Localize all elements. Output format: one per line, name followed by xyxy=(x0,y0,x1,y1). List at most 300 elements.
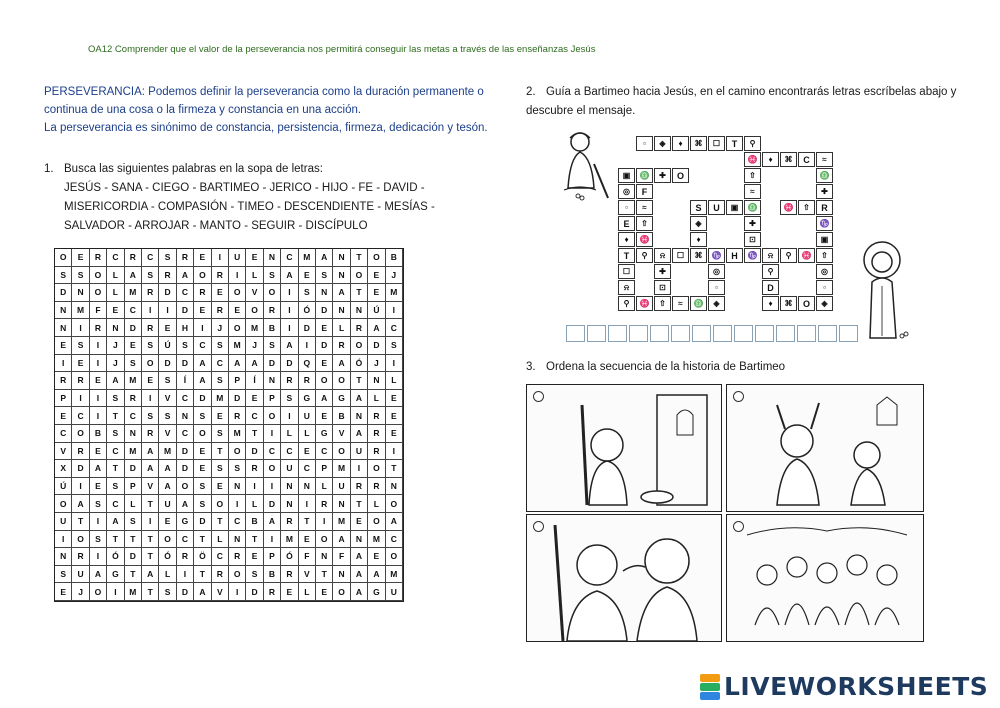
letter-cell[interactable]: R xyxy=(368,478,385,496)
letter-cell[interactable]: O xyxy=(55,249,72,267)
letter-cell[interactable]: O xyxy=(90,267,107,285)
letter-cell[interactable]: I xyxy=(386,443,403,461)
letter-cell[interactable]: T xyxy=(246,425,263,443)
letter-cell[interactable]: R xyxy=(229,548,246,566)
letter-cell[interactable]: S xyxy=(142,407,159,425)
answer-letter-box[interactable] xyxy=(650,325,669,342)
letter-cell[interactable]: C xyxy=(246,407,263,425)
letter-cell[interactable]: B xyxy=(333,407,350,425)
letter-cell[interactable]: N xyxy=(55,319,72,337)
letter-cell[interactable]: D xyxy=(194,513,211,531)
letter-cell[interactable]: M xyxy=(212,390,229,408)
letter-cell[interactable]: E xyxy=(316,355,333,373)
letter-cell[interactable]: N xyxy=(333,249,350,267)
letter-cell[interactable]: A xyxy=(90,460,107,478)
letter-cell[interactable]: O xyxy=(386,495,403,513)
letter-cell[interactable]: A xyxy=(333,531,350,549)
letter-cell[interactable]: R xyxy=(264,583,281,601)
letter-cell[interactable]: I xyxy=(299,495,316,513)
letter-cell[interactable]: O xyxy=(368,513,385,531)
letter-cell[interactable]: T xyxy=(194,531,211,549)
letter-cell[interactable]: O xyxy=(264,460,281,478)
letter-cell[interactable]: R xyxy=(90,319,107,337)
letter-cell[interactable]: I xyxy=(177,566,194,584)
letter-cell[interactable]: E xyxy=(72,355,89,373)
word-search-puzzle[interactable] xyxy=(54,248,404,602)
letter-cell[interactable]: A xyxy=(90,566,107,584)
letter-cell[interactable]: G xyxy=(316,425,333,443)
letter-cell[interactable]: D xyxy=(177,443,194,461)
letter-cell[interactable]: G xyxy=(299,390,316,408)
letter-cell[interactable]: M xyxy=(386,284,403,302)
letter-cell[interactable]: R xyxy=(72,548,89,566)
letter-cell[interactable]: S xyxy=(55,267,72,285)
letter-cell[interactable]: C xyxy=(107,249,124,267)
letter-cell[interactable]: N xyxy=(281,495,298,513)
letter-cell[interactable]: O xyxy=(194,425,211,443)
letter-cell[interactable]: T xyxy=(351,495,368,513)
letter-cell[interactable]: A xyxy=(107,372,124,390)
letter-cell[interactable]: J xyxy=(368,355,385,373)
letter-cell[interactable]: S xyxy=(299,284,316,302)
letter-cell[interactable]: L xyxy=(333,319,350,337)
letter-cell[interactable]: E xyxy=(55,337,72,355)
letter-cell[interactable]: R xyxy=(125,249,142,267)
letter-cell[interactable]: U xyxy=(333,478,350,496)
letter-cell[interactable]: A xyxy=(194,372,211,390)
letter-cell[interactable]: M xyxy=(159,443,176,461)
letter-cell[interactable]: S xyxy=(229,460,246,478)
letter-cell[interactable]: O xyxy=(264,284,281,302)
letter-cell[interactable]: C xyxy=(316,443,333,461)
letter-cell[interactable]: J xyxy=(386,267,403,285)
letter-cell[interactable]: T xyxy=(212,513,229,531)
letter-cell[interactable]: E xyxy=(246,548,263,566)
letter-cell[interactable]: S xyxy=(159,372,176,390)
letter-cell[interactable]: T xyxy=(125,566,142,584)
letter-cell[interactable]: T xyxy=(194,566,211,584)
letter-cell[interactable]: S xyxy=(316,267,333,285)
letter-cell[interactable]: T xyxy=(125,531,142,549)
letter-cell[interactable]: S xyxy=(194,478,211,496)
letter-cell[interactable]: S xyxy=(194,407,211,425)
letter-cell[interactable]: I xyxy=(90,513,107,531)
letter-cell[interactable]: A xyxy=(159,478,176,496)
letter-cell[interactable]: R xyxy=(212,302,229,320)
letter-cell[interactable]: R xyxy=(281,513,298,531)
letter-cell[interactable]: E xyxy=(368,267,385,285)
letter-cell[interactable]: Ó xyxy=(159,548,176,566)
letter-cell[interactable]: S xyxy=(246,566,263,584)
answer-letter-box[interactable] xyxy=(713,325,732,342)
answer-boxes[interactable] xyxy=(566,325,860,342)
letter-cell[interactable]: A xyxy=(316,390,333,408)
path-maze[interactable] xyxy=(560,134,870,339)
letter-cell[interactable]: A xyxy=(142,443,159,461)
letter-cell[interactable]: E xyxy=(72,249,89,267)
letter-cell[interactable]: A xyxy=(333,284,350,302)
letter-cell[interactable]: R xyxy=(264,302,281,320)
letter-cell[interactable]: A xyxy=(159,460,176,478)
story-panel-4[interactable] xyxy=(726,514,924,642)
story-panel-2[interactable] xyxy=(726,384,924,512)
letter-cell[interactable]: M xyxy=(368,531,385,549)
letter-cell[interactable]: R xyxy=(177,249,194,267)
letter-cell[interactable]: J xyxy=(246,337,263,355)
order-marker[interactable] xyxy=(533,521,544,532)
letter-cell[interactable]: T xyxy=(351,249,368,267)
letter-cell[interactable]: I xyxy=(55,355,72,373)
letter-cell[interactable]: N xyxy=(316,284,333,302)
letter-cell[interactable]: I xyxy=(159,302,176,320)
letter-cell[interactable]: I xyxy=(386,355,403,373)
letter-cell[interactable]: L xyxy=(246,495,263,513)
letter-cell[interactable]: O xyxy=(229,284,246,302)
letter-cell[interactable]: E xyxy=(229,302,246,320)
letter-cell[interactable]: C xyxy=(264,443,281,461)
letter-cell[interactable]: C xyxy=(281,249,298,267)
letter-cell[interactable]: M xyxy=(125,583,142,601)
letter-cell[interactable]: V xyxy=(333,425,350,443)
answer-letter-box[interactable] xyxy=(839,325,858,342)
letter-cell[interactable]: D xyxy=(229,390,246,408)
letter-cell[interactable]: C xyxy=(212,548,229,566)
letter-cell[interactable]: C xyxy=(107,495,124,513)
letter-cell[interactable]: B xyxy=(264,319,281,337)
letter-cell[interactable]: Ó xyxy=(351,355,368,373)
letter-cell[interactable]: S xyxy=(90,531,107,549)
letter-cell[interactable]: R xyxy=(212,566,229,584)
letter-cell[interactable]: N xyxy=(281,478,298,496)
letter-cell[interactable]: A xyxy=(125,267,142,285)
letter-cell[interactable]: R xyxy=(229,407,246,425)
letter-cell[interactable]: V xyxy=(246,284,263,302)
letter-cell[interactable]: M xyxy=(125,372,142,390)
answer-letter-box[interactable] xyxy=(776,325,795,342)
letter-cell[interactable]: A xyxy=(142,460,159,478)
letter-cell[interactable]: A xyxy=(281,337,298,355)
letter-cell[interactable]: Ú xyxy=(159,337,176,355)
letter-cell[interactable]: A xyxy=(351,390,368,408)
letter-cell[interactable]: N xyxy=(351,531,368,549)
letter-cell[interactable]: A xyxy=(264,513,281,531)
letter-cell[interactable]: E xyxy=(351,513,368,531)
letter-cell[interactable]: R xyxy=(299,372,316,390)
letter-cell[interactable]: I xyxy=(229,583,246,601)
letter-cell[interactable]: I xyxy=(386,302,403,320)
letter-cell[interactable]: U xyxy=(299,407,316,425)
letter-cell[interactable]: I xyxy=(194,319,211,337)
answer-letter-box[interactable] xyxy=(566,325,585,342)
letter-cell[interactable]: L xyxy=(212,531,229,549)
letter-cell[interactable]: R xyxy=(142,284,159,302)
letter-cell[interactable]: A xyxy=(351,425,368,443)
letter-cell[interactable]: T xyxy=(351,284,368,302)
letter-cell[interactable]: N xyxy=(107,319,124,337)
letter-cell[interactable]: D xyxy=(72,460,89,478)
letter-cell[interactable]: O xyxy=(212,495,229,513)
letter-cell[interactable]: E xyxy=(316,407,333,425)
letter-cell[interactable]: M xyxy=(281,531,298,549)
letter-cell[interactable]: C xyxy=(142,249,159,267)
letter-cell[interactable]: O xyxy=(333,443,350,461)
answer-letter-box[interactable] xyxy=(587,325,606,342)
letter-cell[interactable]: C xyxy=(177,531,194,549)
letter-cell[interactable]: L xyxy=(246,267,263,285)
letter-cell[interactable]: D xyxy=(125,319,142,337)
letter-cell[interactable]: O xyxy=(368,460,385,478)
letter-cell[interactable]: B xyxy=(386,249,403,267)
letter-cell[interactable]: P xyxy=(229,372,246,390)
letter-cell[interactable]: I xyxy=(264,425,281,443)
letter-cell[interactable]: M xyxy=(72,302,89,320)
letter-cell[interactable]: E xyxy=(246,249,263,267)
letter-cell[interactable]: P xyxy=(55,390,72,408)
letter-cell[interactable]: I xyxy=(316,513,333,531)
letter-cell[interactable]: D xyxy=(316,302,333,320)
letter-cell[interactable]: I xyxy=(90,337,107,355)
letter-cell[interactable]: O xyxy=(368,249,385,267)
letter-cell[interactable]: D xyxy=(264,355,281,373)
order-marker[interactable] xyxy=(733,521,744,532)
answer-letter-box[interactable] xyxy=(818,325,837,342)
letter-cell[interactable]: S xyxy=(212,460,229,478)
letter-cell[interactable]: S xyxy=(194,495,211,513)
letter-cell[interactable]: N xyxy=(299,478,316,496)
letter-cell[interactable]: I xyxy=(212,249,229,267)
letter-cell[interactable]: P xyxy=(125,478,142,496)
letter-cell[interactable]: I xyxy=(281,284,298,302)
letter-cell[interactable]: D xyxy=(159,355,176,373)
letter-cell[interactable]: S xyxy=(72,267,89,285)
letter-cell[interactable]: F xyxy=(90,302,107,320)
letter-cell[interactable]: N xyxy=(229,478,246,496)
letter-cell[interactable]: O xyxy=(229,443,246,461)
letter-cell[interactable]: U xyxy=(386,583,403,601)
letter-cell[interactable]: E xyxy=(299,531,316,549)
letter-cell[interactable]: E xyxy=(90,443,107,461)
letter-cell[interactable]: P xyxy=(316,460,333,478)
letter-cell[interactable]: V xyxy=(159,390,176,408)
letter-cell[interactable]: A xyxy=(107,513,124,531)
story-panel-1[interactable] xyxy=(526,384,722,512)
letter-cell[interactable]: U xyxy=(72,566,89,584)
letter-cell[interactable]: E xyxy=(368,284,385,302)
letter-cell[interactable]: N xyxy=(229,531,246,549)
letter-cell[interactable]: S xyxy=(90,495,107,513)
letter-cell[interactable]: D xyxy=(159,284,176,302)
letter-cell[interactable]: E xyxy=(368,548,385,566)
letter-cell[interactable]: G xyxy=(368,583,385,601)
letter-cell[interactable]: R xyxy=(55,372,72,390)
letter-cell[interactable]: I xyxy=(90,355,107,373)
letter-cell[interactable]: Q xyxy=(299,355,316,373)
letter-cell[interactable]: T xyxy=(351,372,368,390)
letter-cell[interactable]: Ó xyxy=(299,302,316,320)
letter-cell[interactable]: D xyxy=(281,355,298,373)
letter-cell[interactable]: T xyxy=(246,531,263,549)
letter-cell[interactable]: E xyxy=(194,460,211,478)
letter-cell[interactable]: E xyxy=(194,249,211,267)
letter-cell[interactable]: D xyxy=(177,583,194,601)
letter-cell[interactable]: R xyxy=(72,372,89,390)
letter-cell[interactable]: E xyxy=(194,302,211,320)
letter-cell[interactable]: R xyxy=(72,443,89,461)
letter-cell[interactable]: C xyxy=(125,302,142,320)
letter-cell[interactable]: D xyxy=(177,355,194,373)
letter-cell[interactable]: S xyxy=(212,337,229,355)
letter-cell[interactable]: O xyxy=(90,284,107,302)
letter-cell[interactable]: N xyxy=(333,566,350,584)
letter-cell[interactable]: L xyxy=(107,284,124,302)
letter-cell[interactable]: C xyxy=(177,390,194,408)
letter-cell[interactable]: I xyxy=(281,302,298,320)
letter-cell[interactable]: N xyxy=(55,548,72,566)
letter-cell[interactable]: A xyxy=(246,355,263,373)
letter-cell[interactable]: A xyxy=(386,513,403,531)
letter-cell[interactable]: O xyxy=(316,531,333,549)
letter-cell[interactable]: A xyxy=(194,583,211,601)
story-panel-3[interactable] xyxy=(526,514,722,642)
letter-cell[interactable]: V xyxy=(55,443,72,461)
letter-cell[interactable]: M xyxy=(333,513,350,531)
letter-cell[interactable]: E xyxy=(299,267,316,285)
letter-cell[interactable]: E xyxy=(159,319,176,337)
letter-cell[interactable]: M xyxy=(125,443,142,461)
letter-cell[interactable]: O xyxy=(90,583,107,601)
letter-cell[interactable]: I xyxy=(351,460,368,478)
letter-cell[interactable]: T xyxy=(386,460,403,478)
letter-cell[interactable]: E xyxy=(246,390,263,408)
letter-cell[interactable]: N xyxy=(333,267,350,285)
letter-cell[interactable]: C xyxy=(177,284,194,302)
letter-cell[interactable]: T xyxy=(316,566,333,584)
letter-cell[interactable]: R xyxy=(159,267,176,285)
letter-cell[interactable]: Í xyxy=(177,372,194,390)
letter-cell[interactable]: M xyxy=(125,284,142,302)
letter-cell[interactable]: S xyxy=(159,407,176,425)
letter-cell[interactable]: T xyxy=(212,443,229,461)
letter-cell[interactable]: A xyxy=(229,355,246,373)
letter-cell[interactable]: L xyxy=(368,495,385,513)
letter-cell[interactable]: A xyxy=(351,583,368,601)
letter-cell[interactable]: R xyxy=(125,390,142,408)
letter-cell[interactable]: S xyxy=(72,337,89,355)
answer-letter-box[interactable] xyxy=(734,325,753,342)
letter-cell[interactable]: R xyxy=(90,249,107,267)
letter-cell[interactable]: S xyxy=(212,372,229,390)
letter-cell[interactable]: D xyxy=(55,284,72,302)
letter-cell[interactable]: E xyxy=(107,302,124,320)
letter-cell[interactable]: O xyxy=(55,495,72,513)
letter-cell[interactable]: O xyxy=(386,548,403,566)
letter-cell[interactable]: U xyxy=(281,460,298,478)
letter-cell[interactable]: S xyxy=(212,425,229,443)
letter-cell[interactable]: I xyxy=(142,302,159,320)
letter-cell[interactable]: I xyxy=(90,407,107,425)
letter-cell[interactable]: L xyxy=(368,390,385,408)
letter-cell[interactable]: S xyxy=(159,583,176,601)
letter-cell[interactable]: L xyxy=(125,495,142,513)
letter-cell[interactable]: E xyxy=(142,372,159,390)
letter-cell[interactable]: V xyxy=(159,425,176,443)
letter-cell[interactable]: C xyxy=(386,531,403,549)
letter-cell[interactable]: E xyxy=(386,425,403,443)
letter-cell[interactable]: U xyxy=(351,443,368,461)
letter-cell[interactable]: D xyxy=(177,302,194,320)
letter-cell[interactable]: R xyxy=(316,495,333,513)
letter-cell[interactable]: A xyxy=(194,355,211,373)
letter-cell[interactable]: S xyxy=(177,337,194,355)
letter-cell[interactable]: L xyxy=(386,372,403,390)
letter-cell[interactable]: A xyxy=(177,267,194,285)
letter-cell[interactable]: G xyxy=(333,390,350,408)
letter-cell[interactable]: E xyxy=(90,478,107,496)
letter-cell[interactable]: U xyxy=(229,249,246,267)
letter-cell[interactable]: A xyxy=(351,548,368,566)
letter-cell[interactable]: A xyxy=(368,319,385,337)
letter-cell[interactable]: E xyxy=(125,337,142,355)
letter-cell[interactable]: E xyxy=(90,372,107,390)
letter-cell[interactable]: I xyxy=(142,513,159,531)
letter-cell[interactable]: N xyxy=(316,548,333,566)
letter-cell[interactable]: T xyxy=(142,548,159,566)
letter-cell[interactable]: I xyxy=(281,319,298,337)
letter-cell[interactable]: D xyxy=(299,319,316,337)
letter-cell[interactable]: N xyxy=(125,425,142,443)
letter-cell[interactable]: D xyxy=(264,495,281,513)
letter-cell[interactable]: I xyxy=(72,390,89,408)
letter-cell[interactable]: S xyxy=(159,249,176,267)
letter-cell[interactable]: D xyxy=(246,583,263,601)
letter-cell[interactable]: N xyxy=(177,407,194,425)
letter-cell[interactable]: A xyxy=(177,495,194,513)
letter-cell[interactable]: E xyxy=(194,443,211,461)
letter-cell[interactable]: P xyxy=(264,390,281,408)
letter-cell[interactable]: R xyxy=(368,425,385,443)
letter-cell[interactable]: B xyxy=(246,513,263,531)
letter-cell[interactable]: O xyxy=(229,566,246,584)
letter-cell[interactable]: E xyxy=(55,583,72,601)
word-search-grid[interactable] xyxy=(55,249,403,601)
letter-cell[interactable]: D xyxy=(125,460,142,478)
answer-letter-box[interactable] xyxy=(755,325,774,342)
letter-cell[interactable]: N xyxy=(333,495,350,513)
letter-cell[interactable]: J xyxy=(212,319,229,337)
letter-cell[interactable]: R xyxy=(246,460,263,478)
letter-cell[interactable]: L xyxy=(107,267,124,285)
letter-cell[interactable]: N xyxy=(351,407,368,425)
letter-cell[interactable]: S xyxy=(125,513,142,531)
letter-cell[interactable]: N xyxy=(386,478,403,496)
letter-cell[interactable]: S xyxy=(55,566,72,584)
letter-cell[interactable]: M xyxy=(229,425,246,443)
letter-cell[interactable]: E xyxy=(316,583,333,601)
letter-cell[interactable]: G xyxy=(107,566,124,584)
letter-cell[interactable]: O xyxy=(142,355,159,373)
letter-cell[interactable]: N xyxy=(264,372,281,390)
letter-cell[interactable]: D xyxy=(194,390,211,408)
letter-cell[interactable]: E xyxy=(159,513,176,531)
letter-cell[interactable]: O xyxy=(264,407,281,425)
letter-cell[interactable]: I xyxy=(264,531,281,549)
letter-cell[interactable]: O xyxy=(194,267,211,285)
letter-cell[interactable]: A xyxy=(333,355,350,373)
letter-cell[interactable]: I xyxy=(264,478,281,496)
letter-cell[interactable]: Ó xyxy=(107,548,124,566)
letter-cell[interactable]: G xyxy=(177,513,194,531)
letter-cell[interactable]: V xyxy=(142,478,159,496)
